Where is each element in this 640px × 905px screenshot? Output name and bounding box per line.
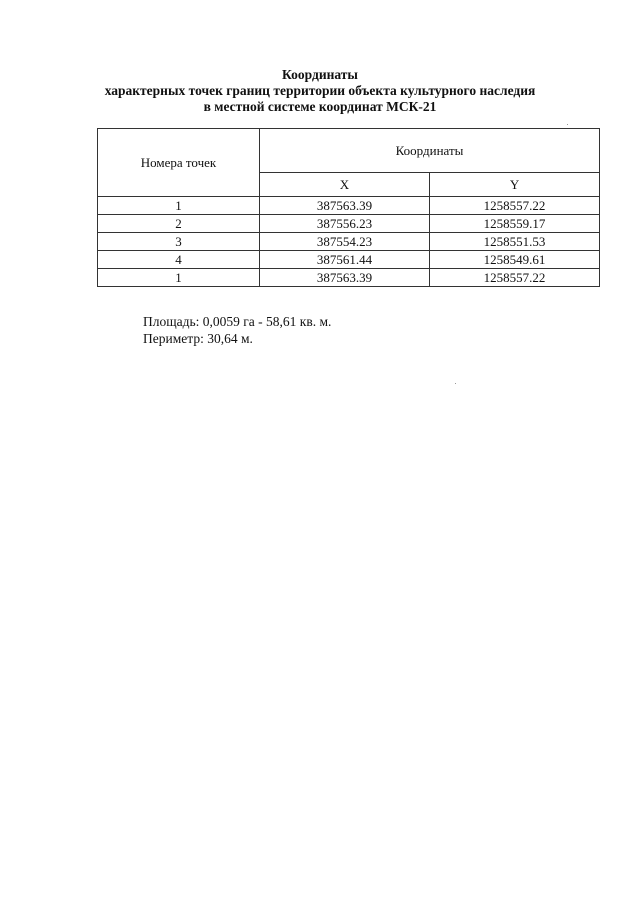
document-heading xyxy=(0,67,640,115)
heading-line-3: в местной системе координат МСК-21 xyxy=(203,99,437,114)
point-number-cell: 1 xyxy=(98,197,260,215)
table-row xyxy=(98,197,600,215)
point-number-cell: 1 xyxy=(98,269,260,287)
y-cell: 1258557.22 xyxy=(430,269,600,287)
x-cell: 387554.23 xyxy=(260,233,430,251)
table-row xyxy=(98,251,600,269)
point-number-cell: 4 xyxy=(98,251,260,269)
scan-speck xyxy=(567,124,568,125)
y-cell: 1258559.17 xyxy=(430,215,600,233)
point-number-cell: 3 xyxy=(98,233,260,251)
heading-line-2: характерных точек границ территории объекта культурного наследия xyxy=(104,83,536,98)
area-text: Площадь: 0,0059 га - 58,61 кв. м. xyxy=(143,314,332,329)
table-row xyxy=(98,233,600,251)
x-cell: 387556.23 xyxy=(260,215,430,233)
x-cell: 387561.44 xyxy=(260,251,430,269)
table-row xyxy=(98,269,600,287)
header-y: Y xyxy=(430,173,600,197)
x-cell: 387563.39 xyxy=(260,269,430,287)
point-number-cell: 2 xyxy=(98,215,260,233)
heading-line-1: Координаты xyxy=(282,67,358,82)
summary-block xyxy=(143,313,331,347)
perimeter-text: Периметр: 30,64 м. xyxy=(143,331,253,346)
coordinates-table xyxy=(97,128,600,287)
header-point-numbers: Номера точек xyxy=(98,129,260,197)
scan-speck xyxy=(455,383,456,384)
header-x: X xyxy=(260,173,430,197)
y-cell: 1258557.22 xyxy=(430,197,600,215)
header-coordinates: Координаты xyxy=(260,129,600,173)
x-cell: 387563.39 xyxy=(260,197,430,215)
y-cell: 1258551.53 xyxy=(430,233,600,251)
table-row xyxy=(98,215,600,233)
y-cell: 1258549.61 xyxy=(430,251,600,269)
